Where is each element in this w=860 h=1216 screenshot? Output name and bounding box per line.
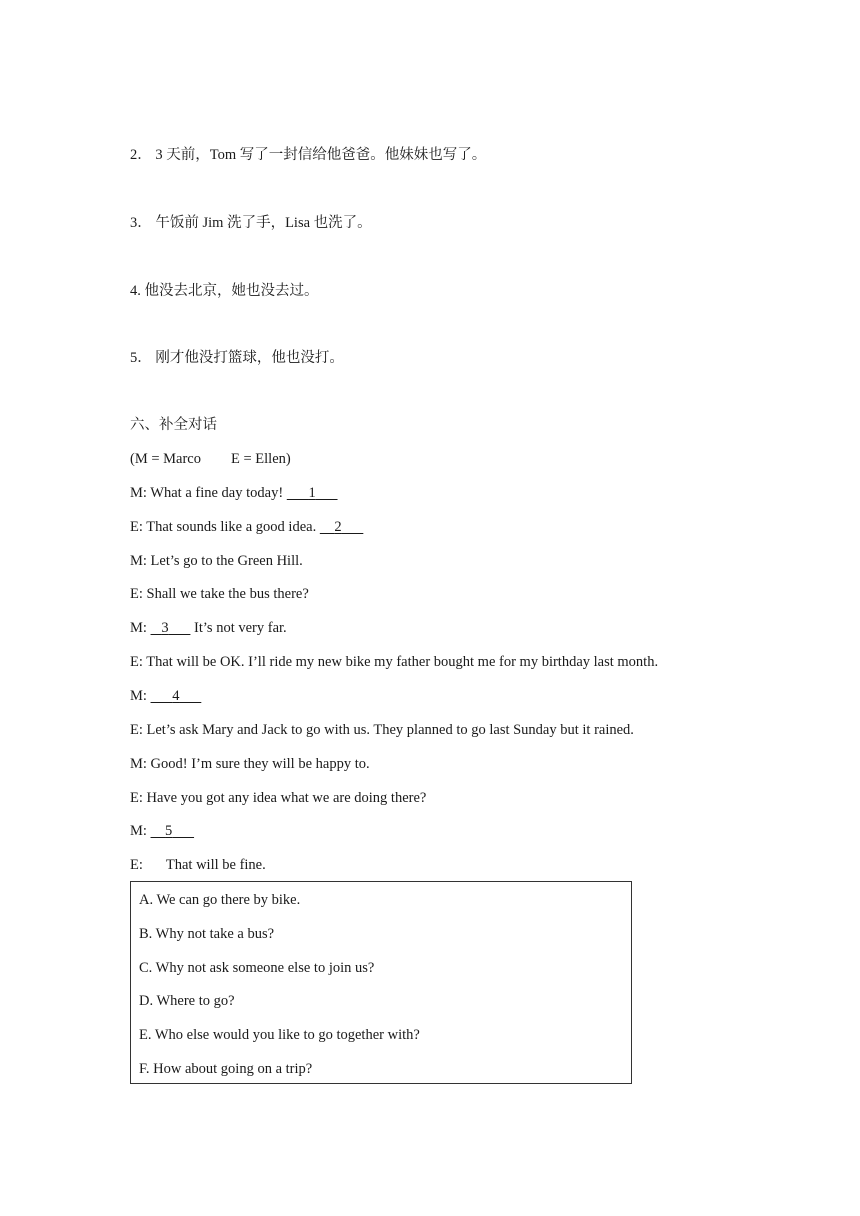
speaker-e-legend: E = Ellen) bbox=[231, 451, 291, 467]
dialogue-text: Good! I’m sure they will be happy to. bbox=[150, 756, 370, 772]
dialogue-line bbox=[130, 517, 363, 537]
dialogue-text: That sounds like a good idea. bbox=[146, 519, 317, 535]
blank-number: 5 bbox=[165, 823, 173, 839]
dialogue-line bbox=[130, 855, 266, 875]
dialogue-line bbox=[130, 618, 287, 638]
dialogue-text: Let’s ask Mary and Jack to go with us. They planned to go last Sunday but it rained. bbox=[146, 722, 634, 738]
answer-blank[interactable] bbox=[287, 483, 338, 503]
dialogue-line bbox=[130, 788, 426, 808]
speaker: E: bbox=[130, 790, 143, 806]
dialogue-text: Let’s go to the Green Hill. bbox=[150, 553, 303, 569]
speaker: E: bbox=[130, 654, 143, 670]
item-text: 午饭前 Jim 洗了手，Lisa 也洗了。 bbox=[155, 215, 372, 231]
option-e: E. Who else would you like to go together with? bbox=[139, 1027, 420, 1043]
dialogue-line bbox=[130, 686, 201, 706]
translation-item-4 bbox=[130, 281, 319, 301]
dialogue-text: Have you got any idea what we are doing there? bbox=[146, 790, 427, 806]
dialogue-text: That will be OK. I’ll ride my new bike my father bought me for my birthday last month. bbox=[146, 654, 659, 670]
answer-blank[interactable] bbox=[320, 517, 364, 537]
dialogue-text: That will be fine. bbox=[165, 857, 266, 873]
blank-number: 4 bbox=[172, 688, 180, 704]
answer-blank[interactable] bbox=[151, 618, 191, 638]
dialogue-line bbox=[130, 720, 634, 740]
speaker: M: bbox=[130, 620, 147, 636]
dialogue-line bbox=[130, 821, 194, 841]
answer-blank[interactable] bbox=[151, 686, 202, 706]
speaker: E: bbox=[130, 722, 143, 738]
speaker-legend bbox=[130, 449, 291, 469]
speaker: M: bbox=[130, 688, 147, 704]
option-a: A. We can go there by bike. bbox=[139, 892, 301, 908]
speaker: E: bbox=[130, 519, 143, 535]
option-f: F. How about going on a trip? bbox=[139, 1061, 313, 1077]
option-d: D. Where to go? bbox=[139, 993, 235, 1009]
item-number: 5． bbox=[130, 350, 152, 366]
item-text: 3 天前，Tom 写了一封信给他爸爸。他妹妹也写了。 bbox=[155, 147, 487, 163]
blank-number: 3 bbox=[161, 620, 169, 636]
dialogue-line bbox=[130, 652, 658, 672]
translation-item-2 bbox=[130, 145, 486, 165]
option-b: B. Why not take a bus? bbox=[139, 926, 275, 942]
dialogue-text: What a fine day today! bbox=[150, 485, 284, 501]
speaker-m-legend: (M = Marco bbox=[130, 451, 201, 467]
dialogue-text: It’s not very far. bbox=[194, 620, 287, 636]
speaker: M: bbox=[130, 553, 147, 569]
dialogue-line bbox=[130, 584, 309, 604]
blank-number: 2 bbox=[334, 519, 342, 535]
speaker: M: bbox=[130, 485, 147, 501]
dialogue-line bbox=[130, 483, 338, 503]
item-text: 刚才他没打篮球，他也没打。 bbox=[155, 350, 344, 366]
speaker: E: bbox=[130, 857, 143, 873]
speaker: E: bbox=[130, 586, 143, 602]
option-c: C. Why not ask someone else to join us? bbox=[139, 960, 375, 976]
item-number: 3． bbox=[130, 215, 152, 231]
dialogue-text: Shall we take the bus there? bbox=[146, 586, 309, 602]
speaker: M: bbox=[130, 756, 147, 772]
section-title: 六、补全对话 bbox=[130, 417, 217, 433]
translation-item-3 bbox=[130, 213, 372, 233]
dialogue-line bbox=[130, 754, 370, 774]
speaker: M: bbox=[130, 823, 147, 839]
blank-number: 1 bbox=[308, 485, 316, 501]
dialogue-line bbox=[130, 551, 303, 571]
item-number: 2． bbox=[130, 147, 152, 163]
item-text: 他没去北京，她也没去过。 bbox=[144, 283, 319, 299]
options-box bbox=[130, 881, 632, 1084]
translation-item-5 bbox=[130, 348, 344, 368]
answer-blank[interactable] bbox=[151, 821, 195, 841]
item-number: 4. bbox=[130, 283, 141, 299]
